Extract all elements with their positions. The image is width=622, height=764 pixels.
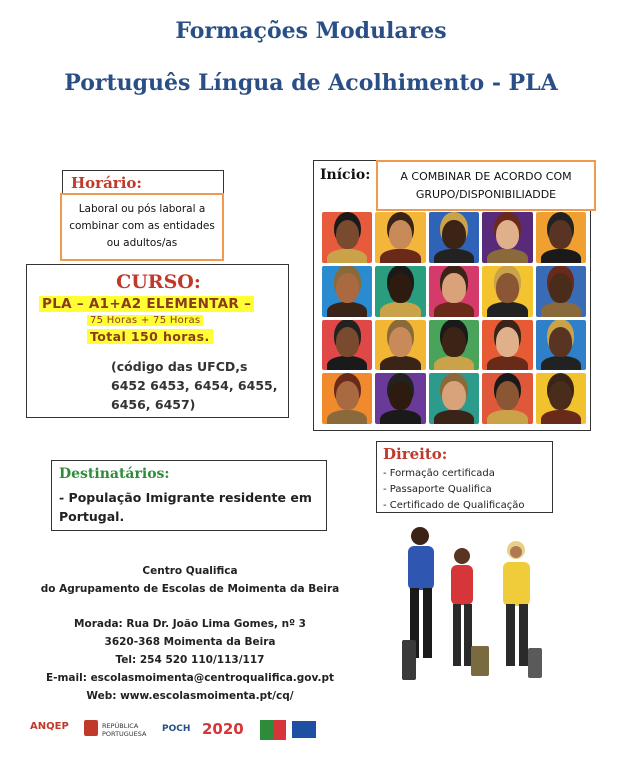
- face-head: [442, 327, 465, 356]
- centro-morada: Morada: Rua Dr. João Lima Gomes, nº 3: [74, 618, 306, 630]
- face-body: [434, 356, 474, 370]
- eu-flag-icon: [292, 721, 316, 738]
- curso-ufcd-codes: (código das UFCD,s 6452 6453, 6454, 6455, 6456, 6457): [111, 359, 278, 412]
- face-body: [380, 249, 420, 263]
- horario-label: Horário:: [71, 174, 142, 192]
- face-head: [389, 273, 412, 302]
- face-body: [487, 302, 527, 316]
- face-head: [549, 381, 572, 410]
- portugal2020-logo: 2020: [202, 720, 244, 738]
- face-tile: [429, 320, 479, 371]
- face-tile: [536, 373, 586, 424]
- inicio-note: A COMBINAR DE ACORDO COM GRUPO/DISPONIBILIADDE: [376, 160, 596, 211]
- centro-tel: Tel: 254 520 110/113/117: [115, 654, 265, 666]
- direito-item: - Certificado de Qualificação: [383, 500, 525, 511]
- destinatarios-box: [51, 460, 327, 531]
- face-head: [549, 327, 572, 356]
- horario-text: Laboral ou pós laboral a combinar com as entidades ou adultos/as: [60, 193, 224, 261]
- portugal-flag-icon: [260, 720, 286, 740]
- face-tile: [322, 373, 372, 424]
- face-tile: [322, 266, 372, 317]
- curso-box: [26, 264, 289, 418]
- face-head: [442, 273, 465, 302]
- destinatarios-text: - População Imigrante residente em Portugal.: [59, 490, 312, 524]
- face-tile: [375, 320, 425, 371]
- face-head: [442, 220, 465, 249]
- horario-header-box: [62, 170, 224, 194]
- face-tile: [429, 266, 479, 317]
- anqep-logo: ANQEP: [30, 721, 69, 732]
- direito-label: Direito:: [383, 445, 448, 463]
- inicio-label: Início:: [320, 167, 371, 183]
- face-body: [487, 410, 527, 424]
- face-tile: [429, 212, 479, 263]
- face-body: [380, 302, 420, 316]
- face-body: [380, 410, 420, 424]
- page-subtitle: Português Língua de Acolhimento - PLA: [64, 70, 558, 96]
- face-tile: [375, 373, 425, 424]
- direito-list: [383, 466, 525, 514]
- face-body: [380, 356, 420, 370]
- face-head: [389, 327, 412, 356]
- curso-hours: 75 Horas + 75 Horas: [87, 315, 203, 326]
- direito-item: - Passaporte Qualifica: [383, 484, 492, 495]
- travelers-illustration: [398, 520, 556, 698]
- face-body: [541, 356, 581, 370]
- face-head: [442, 381, 465, 410]
- funding-logos: [30, 718, 330, 748]
- face-head: [549, 220, 572, 249]
- face-head: [496, 220, 519, 249]
- face-head: [389, 220, 412, 249]
- face-body: [327, 302, 367, 316]
- face-tile: [482, 373, 532, 424]
- face-head: [336, 381, 359, 410]
- face-tile: [536, 320, 586, 371]
- curso-label: CURSO:: [116, 271, 201, 293]
- face-head: [389, 381, 412, 410]
- face-tile: [482, 212, 532, 263]
- face-head: [336, 273, 359, 302]
- curso-level: PLA – A1+A2 ELEMENTAR –: [39, 296, 254, 312]
- face-tile: [536, 266, 586, 317]
- face-tile: [322, 320, 372, 371]
- face-tile: [429, 373, 479, 424]
- centro-email[interactable]: E-mail: escolasmoimenta@centroqualifica.gov.pt: [45, 672, 335, 684]
- face-head: [336, 327, 359, 356]
- face-body: [487, 356, 527, 370]
- face-head: [496, 327, 519, 356]
- face-body: [541, 410, 581, 424]
- republica-logo: REPÚBLICA PORTUGUESA: [102, 722, 147, 738]
- page-title: Formações Modulares: [175, 18, 447, 44]
- face-body: [434, 410, 474, 424]
- face-body: [327, 249, 367, 263]
- face-tile: [536, 212, 586, 263]
- face-tile: [375, 266, 425, 317]
- face-head: [549, 273, 572, 302]
- face-tile: [322, 212, 372, 263]
- face-tile: [375, 212, 425, 263]
- direito-box: [376, 441, 553, 513]
- centro-org: do Agrupamento de Escolas de Moimenta da Beira: [40, 583, 340, 595]
- face-head: [336, 220, 359, 249]
- face-body: [541, 249, 581, 263]
- face-body: [487, 249, 527, 263]
- face-body: [434, 249, 474, 263]
- face-head: [496, 273, 519, 302]
- face-head: [496, 381, 519, 410]
- poch-logo: POCH: [162, 724, 191, 734]
- face-body: [541, 302, 581, 316]
- curso-total: Total 150 horas.: [87, 329, 213, 344]
- direito-item: - Formação certificada: [383, 468, 495, 479]
- destinatarios-label: Destinatários:: [59, 466, 170, 482]
- face-body: [327, 410, 367, 424]
- centro-cidade: 3620-368 Moimenta da Beira: [104, 636, 276, 648]
- centro-name: Centro Qualifica: [142, 565, 238, 577]
- face-tile: [482, 320, 532, 371]
- face-body: [327, 356, 367, 370]
- face-body: [434, 302, 474, 316]
- republica-flag-icon: [84, 720, 98, 736]
- diverse-faces-illustration: [322, 212, 586, 424]
- face-tile: [482, 266, 532, 317]
- centro-web[interactable]: Web: www.escolasmoimenta.pt/cq/: [86, 690, 294, 702]
